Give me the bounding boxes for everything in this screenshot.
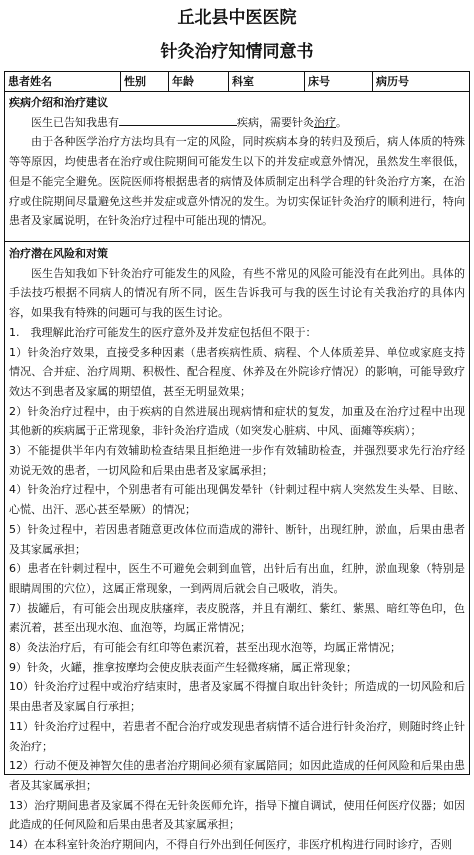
risk-item: 11）针灸治疗过程中，若患者不配合治疗或发现患者病情不适合进行针灸治疗，则随时终止针灸治疗； [9, 719, 465, 753]
department-label: 科室 [229, 72, 305, 91]
risk-item: 3）不能提供半年内有效辅助检查结果且拒绝进一步作有效辅助检查，并强烈要求先行治疗经劝说无效的患者，一切风险和后果由患者及家属承担； [9, 444, 465, 477]
diagnosis-line [9, 113, 465, 133]
diagnosis-prefix: 医生已告知我患有 [31, 115, 119, 129]
risk-item: 9）针灸，火罐，推拿按摩均会使皮肤表面产生轻微疼痛，属正常现象； [9, 660, 357, 674]
paragraph: 医生告知我如下针灸治疗可能发生的风险，有些不常见的风险可能没有在此列出。具体的手法技巧根据不同病人的情况有所不同，医生告诉我可与我的医生讨论有关我治疗的具体内容，如果我有特殊的问题可与我的医生讨论。 [9, 266, 465, 320]
patient-info-row [5, 72, 469, 92]
paragraph: 由于各种医学治疗方法均具有一定的风险，同时疾病本身的转归及预后，病人体质的特殊等等原因，均使患者在治疗或住院期间可能发生以下的并发症或意外情况，虽然发生率很低，但是不能完全避免。医院医师将根据患者的病情及体质制定出科学合理的针灸治疗方案，在治疗或住院期间尽量避免这些并发症或意外情况的发生。为切实保证针灸治疗的顺利进行，特向患者及家属说明，在针灸治疗过程中可能出现的情况。 [9, 135, 465, 228]
hospital-name: 丘北县中医医院 [177, 8, 297, 28]
age-label: 年龄 [169, 72, 229, 91]
record-number-label: 病历号 [376, 75, 409, 88]
risk-item: 4）针灸治疗过程中，个别患者有可能出现偶发晕针（针刺过程中病人突然发生头晕、目眩、心慌、出汗、恶心甚至晕厥）的情况； [9, 483, 465, 517]
section-heading: 疾病介绍和治疗建议 [9, 96, 108, 109]
risk-item: 10）针灸治疗过程中或治疗结束时，患者及家属不得擅自取出针灸针；所造成的一切风险和后果由患者及家属自行承担； [9, 680, 465, 714]
disease-introduction-section [5, 92, 469, 242]
risk-item: 7）拔罐后，有可能会出现皮肤瘙痒，表皮脱落，并且有潮红、紫红、紫黑、暗红等色印，色素沉着，甚至出现水泡、血泡等，均属正常情况； [9, 601, 465, 635]
disease-name-blank [119, 113, 237, 126]
form-frame [4, 71, 470, 852]
risk-section [5, 243, 469, 852]
bed-number-label: 床号 [305, 72, 373, 91]
risk-item: 6）患者在针刺过程中，医生不可避免会刺到血管，出针后有出血，红肿，淤血现象（特别是眼睛周围的穴位），这属正常现象，一到两周后就会自己吸收，消失。 [9, 562, 465, 595]
risk-item: 1. 我理解此治疗可能发生的医疗意外及并发症包括但不限于： [9, 325, 317, 339]
risk-item: 8）灸法治疗后，有可能会有红印等色素沉着，甚至出现水泡等，均属正常情况； [9, 641, 401, 655]
risk-item: 5）针灸过程中，若因患者随意更改体位而造成的滞针、断针，出现红肿，淤血，后果由患者及其家属承担； [9, 522, 465, 556]
risk-item: 1）针灸治疗效果，直接受多种因素（患者疾病性质、病程、个人体质差异、单位或家庭支持情况、合并症、治疗周期、积极性、配合程度、休养及在外院诊疗情况）的影响，可能导致疗效达不到患者及家属的期望值，甚至无明显效果； [9, 345, 465, 398]
treatment-word: 治疗 [314, 115, 336, 129]
gender-label: 性别 [121, 72, 169, 91]
risk-item: 13）治疗期间患者及家属不得在无针灸医师允许，指导下擅自调试，使用任何医疗仪器；如因此造成的任何风险和后果由患者及其家属承担； [9, 798, 465, 832]
risk-item: 12）行动不便及神智欠佳的患者治疗期间必须有家属陪同；如因此造成的任何风险和后果由患者及其家属承担； [9, 759, 465, 792]
diagnosis-suffix: 疾病，需要针灸 [237, 115, 314, 129]
patient-name-label: 患者姓名 [5, 72, 121, 91]
document-title: 针灸治疗知情同意书 [160, 42, 314, 62]
diagnosis-end: 。 [336, 115, 347, 129]
section-heading: 治疗潜在风险和对策 [9, 247, 108, 260]
risk-item: 14）在本科室针灸治疗期间内，不得自行外出到任何医疗，非医疗机构进行同时诊疗，否则 [9, 838, 452, 852]
risk-item: 2）针灸治疗过程中，由于疾病的自然进展出现病情和症状的复发，加重及在治疗过程中出现其他新的疾病属于正常现象，非针灸治疗造成（如突发心脏病、中风、面瘫等疾病）； [9, 404, 465, 438]
